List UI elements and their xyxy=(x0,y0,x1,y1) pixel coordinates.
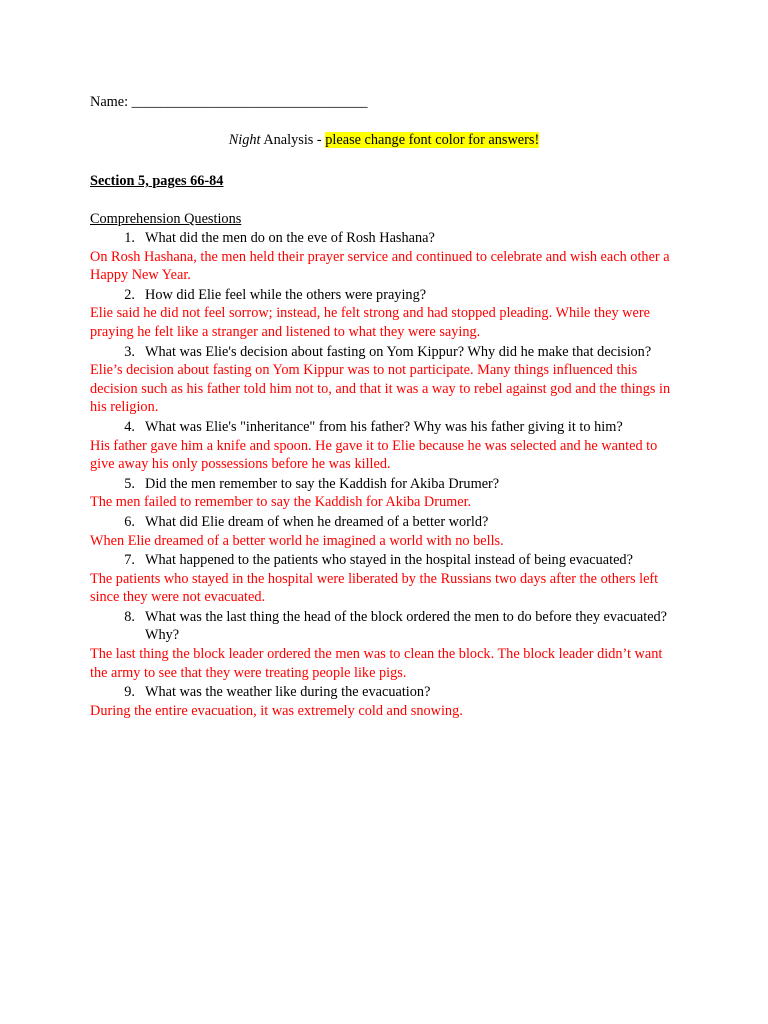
question-item-9 xyxy=(90,683,678,720)
answer-text[interactable]: Elie said he did not feel sorrow; instead, he felt strong and had stopped pleading. While they were praying he felt like a stranger and listened to what they were saying. xyxy=(90,305,650,340)
question-row xyxy=(90,418,678,437)
answer-text[interactable]: On Rosh Hashana, the men held their prayer service and continued to celebrate and wish each other a Happy New Year. xyxy=(90,248,670,284)
section-heading: Section 5, pages 66-84 xyxy=(90,173,224,189)
question-text: How did Elie feel while the others were praying? xyxy=(145,286,427,303)
question-number: 5. xyxy=(124,475,135,492)
title-book-name: Night xyxy=(228,132,261,148)
answer-text[interactable]: During the entire evacuation, it was extremely cold and snowing. xyxy=(90,702,463,719)
question-number: 8. xyxy=(124,608,135,625)
answer-text[interactable]: The last thing the block leader ordered the men was to clean the block. The block leader didn’t want the army to see that they were treating people like pigs. xyxy=(90,646,663,681)
question-list xyxy=(90,229,678,720)
question-text: Did the men remember to say the Kaddish for Akiba Drumer? xyxy=(145,475,500,492)
title-analysis-label: Analysis - xyxy=(260,132,326,148)
question-item-4 xyxy=(90,418,678,474)
question-number: 3. xyxy=(124,343,135,360)
document-page xyxy=(90,93,678,721)
question-number: 6. xyxy=(124,513,135,530)
question-row xyxy=(90,513,678,532)
question-row xyxy=(90,551,678,570)
answer-text[interactable]: The men failed to remember to say the Kaddish for Akiba Drumer. xyxy=(90,494,472,511)
question-row xyxy=(90,286,678,305)
question-number: 2. xyxy=(124,286,135,303)
question-text: What was Elie's "inheritance" from his father? Why was his father giving it to him? xyxy=(145,418,623,435)
question-row xyxy=(90,229,678,248)
question-text: What happened to the patients who stayed in the hospital instead of being evacuated? xyxy=(145,552,633,569)
question-number: 9. xyxy=(124,684,135,701)
comprehension-subheading: Comprehension Questions xyxy=(90,211,242,227)
question-text: What did the men do on the eve of Rosh Hashana? xyxy=(145,230,435,246)
question-text: What did Elie dream of when he dreamed of a better world? xyxy=(145,513,489,530)
question-item-1 xyxy=(90,229,678,285)
name-field-line: Name: _________________________________ xyxy=(90,94,368,110)
question-number: 7. xyxy=(124,552,135,569)
title-highlight-instruction: please change font color for answers! xyxy=(325,132,540,148)
question-item-5 xyxy=(90,475,678,512)
document-title xyxy=(90,131,678,150)
question-row xyxy=(90,683,678,702)
answer-text[interactable]: When Elie dreamed of a better world he imagined a world with no bells. xyxy=(90,532,504,549)
question-row xyxy=(90,608,678,645)
question-row xyxy=(90,475,678,494)
question-item-2 xyxy=(90,286,678,342)
question-row xyxy=(90,343,678,362)
question-number: 4. xyxy=(124,418,135,435)
question-text: What was the last thing the head of the block ordered the men to do before they evacuated? Why? xyxy=(145,608,668,644)
answer-text[interactable]: Elie’s decision about fasting on Yom Kippur was to not participate. Many things influenced this decision such as his father told him not to, and that it was a way to rebel against god and the things in his religion. xyxy=(90,362,671,416)
question-text: What was Elie's decision about fasting on Yom Kippur? Why did he make that decision? xyxy=(145,343,652,360)
question-item-3 xyxy=(90,343,678,417)
question-item-8 xyxy=(90,608,678,682)
answer-text[interactable]: His father gave him a knife and spoon. He gave it to Elie because he was selected and he wanted to give away his only possessions before he was killed. xyxy=(90,437,658,473)
question-item-6 xyxy=(90,513,678,550)
question-text: What was the weather like during the evacuation? xyxy=(145,684,431,701)
answer-text[interactable]: The patients who stayed in the hospital were liberated by the Russians two days after the others left since they were not evacuated. xyxy=(90,570,659,606)
question-item-7 xyxy=(90,551,678,607)
question-number: 1. xyxy=(124,230,135,246)
